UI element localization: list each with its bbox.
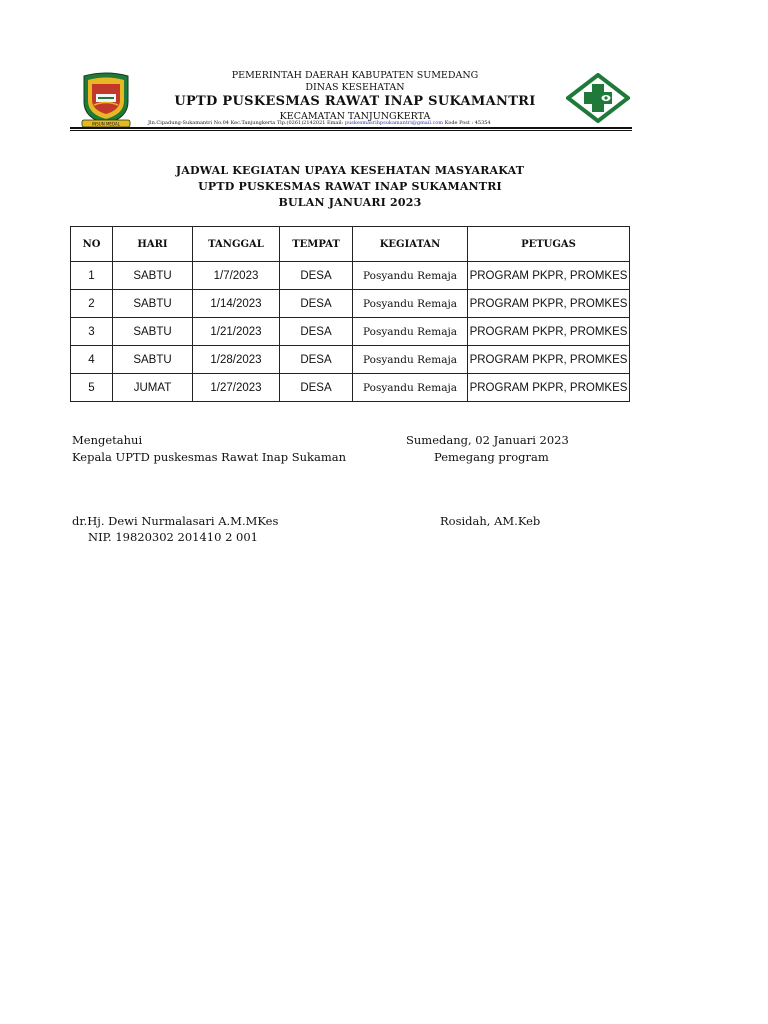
cell-no: 1 (71, 262, 113, 290)
signature-left-name: dr.Hj. Dewi Nurmalasari A.M.MKes (72, 514, 279, 528)
signature-left-role: Kepala UPTD puskesmas Rawat Inap Sukaman (72, 450, 346, 464)
cell-tempat: DESA (280, 318, 353, 346)
puskesmas-logo-icon (566, 73, 630, 123)
signature-right-place-date: Sumedang, 02 Januari 2023 (406, 433, 569, 447)
header-hari: HARI (113, 227, 193, 262)
table-row (71, 346, 630, 374)
cell-hari: SABTU (113, 318, 193, 346)
emblem-ribbon-text: INSUN MEDAL (92, 121, 120, 127)
cell-tempat: DESA (280, 290, 353, 318)
table-row (71, 374, 630, 402)
cell-petugas: PROGRAM PKPR, PROMKES (468, 262, 630, 290)
letterhead-district: KECAMATAN TANJUNGKERTA (279, 111, 431, 122)
title-line-3: BULAN JANUARI 2023 (278, 196, 422, 209)
cell-no: 4 (71, 346, 113, 374)
table-row (71, 290, 630, 318)
cell-kegiatan: Posyandu Remaja (353, 318, 468, 346)
cell-kegiatan: Posyandu Remaja (353, 346, 468, 374)
letterhead-address (148, 119, 568, 127)
cell-tempat: DESA (280, 262, 353, 290)
letterhead-department: DINAS KESEHATAN (305, 82, 405, 93)
letterhead-rule-thin (70, 130, 632, 131)
address-email: puskesmasrihpsukamantri@gmail.com (344, 120, 444, 126)
table-row (71, 262, 630, 290)
schedule-table (70, 226, 630, 402)
table-row (71, 318, 630, 346)
regency-emblem-icon (80, 72, 132, 130)
cell-petugas: PROGRAM PKPR, PROMKES (468, 318, 630, 346)
cell-no: 2 (71, 290, 113, 318)
letterhead-institution: UPTD PUSKESMAS RAWAT INAP SUKAMANTRI (174, 94, 536, 109)
signature-left-nip: NIP. 19820302 201410 2 001 (88, 530, 258, 544)
cell-petugas: PROGRAM PKPR, PROMKES (468, 374, 630, 402)
cell-tempat: DESA (280, 374, 353, 402)
table-header-row (71, 227, 630, 262)
header-kegiatan: KEGIATAN (353, 227, 468, 262)
letterhead-rule-thick (70, 127, 632, 129)
cell-petugas: PROGRAM PKPR, PROMKES (468, 346, 630, 374)
cell-hari: SABTU (113, 290, 193, 318)
cell-tanggal: 1/14/2023 (193, 290, 280, 318)
cell-kegiatan: Posyandu Remaja (353, 262, 468, 290)
cell-tanggal: 1/21/2023 (193, 318, 280, 346)
cell-hari: SABTU (113, 262, 193, 290)
signature-right-role: Pemegang program (434, 450, 549, 464)
signature-right-name: Rosidah, AM.Keb (440, 514, 541, 528)
letterhead (140, 70, 570, 122)
title-line-2: UPTD PUSKESMAS RAWAT INAP SUKAMANTRI (198, 180, 502, 193)
cell-tanggal: 1/27/2023 (193, 374, 280, 402)
address-text: Jln.Cipadung-Sukamantri No.04 Kec.Tanjungkerta Tlp.(0261)2142021 Email: (148, 120, 344, 126)
document-title (70, 163, 630, 211)
cell-no: 3 (71, 318, 113, 346)
cell-kegiatan: Posyandu Remaja (353, 290, 468, 318)
address-postcode: Kode Post : 45354 (444, 120, 491, 126)
header-tanggal: TANGGAL (193, 227, 280, 262)
title-line-1: JADWAL KEGIATAN UPAYA KESEHATAN MASYARAKAT (175, 164, 525, 177)
cell-hari: JUMAT (113, 374, 193, 402)
header-tempat: TEMPAT (280, 227, 353, 262)
cell-kegiatan: Posyandu Remaja (353, 374, 468, 402)
cell-no: 5 (71, 374, 113, 402)
letterhead-government: PEMERINTAH DAERAH KABUPATEN SUMEDANG (231, 70, 479, 81)
header-no: NO (71, 227, 113, 262)
cell-petugas: PROGRAM PKPR, PROMKES (468, 290, 630, 318)
signature-left-heading: Mengetahui (72, 433, 143, 447)
cell-tanggal: 1/7/2023 (193, 262, 280, 290)
header-petugas: PETUGAS (468, 227, 630, 262)
cell-tanggal: 1/28/2023 (193, 346, 280, 374)
cell-tempat: DESA (280, 346, 353, 374)
cell-hari: SABTU (113, 346, 193, 374)
